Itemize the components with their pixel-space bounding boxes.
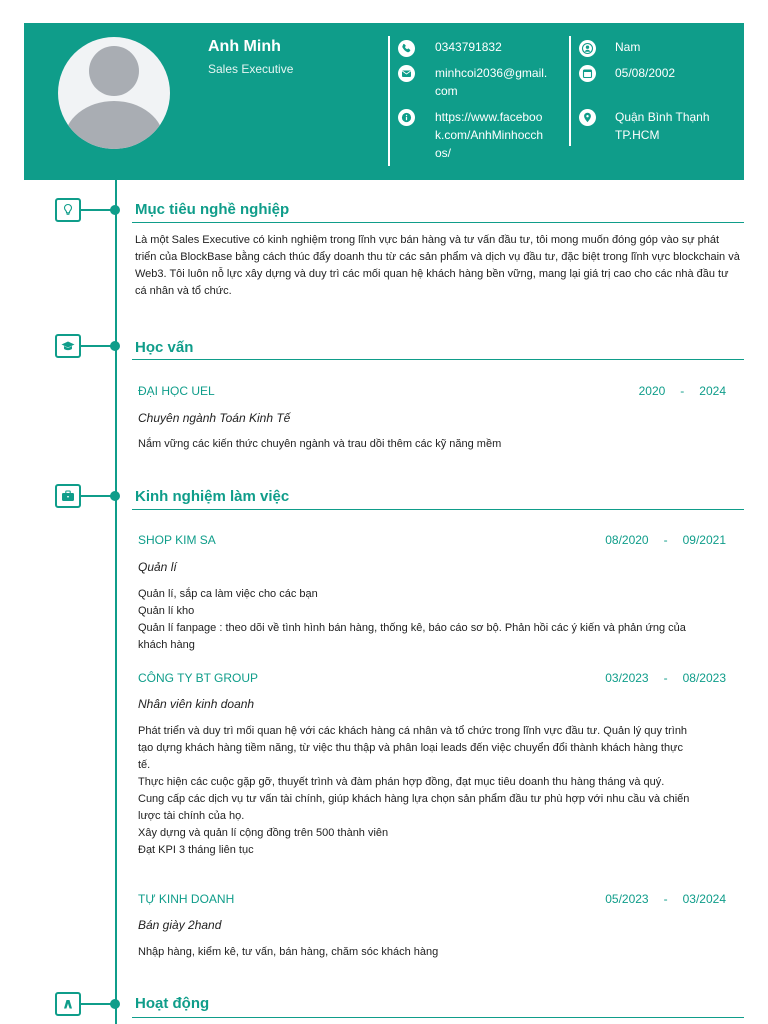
gender-value: Nam — [615, 40, 641, 54]
location-icon — [579, 109, 596, 126]
facebook-value[interactable] — [435, 108, 560, 162]
lightbulb-icon — [55, 198, 81, 222]
job-end: 09/2021 — [682, 533, 726, 547]
job-start: 03/2023 — [605, 671, 649, 685]
objective-title: Mục tiêu nghề nghiệp — [135, 201, 290, 218]
timeline-line — [115, 180, 117, 1024]
job-company: CÔNG TY BT GROUP — [138, 671, 259, 685]
address-line-1: Quận Bình Thạnh — [615, 110, 710, 124]
education-timeline-dot — [110, 341, 120, 351]
job-position: Bán giày 2hand — [138, 918, 222, 932]
job-desc-line: lược tài chính của họ. — [138, 810, 245, 822]
job-desc-line: Đạt KPI 3 tháng liên tục — [138, 844, 254, 856]
job-desc-line: Xây dựng và quản lí cộng đồng trên 500 thành viên — [138, 827, 389, 839]
job-description — [138, 586, 733, 654]
briefcase-icon — [55, 484, 81, 508]
email-line-2: com — [435, 84, 458, 98]
job-desc-line: Nhập hàng, kiểm kê, tư vấn, bán hàng, chăm sóc khách hàng — [138, 946, 439, 958]
job-description — [138, 944, 733, 961]
job-end: 03/2024 — [682, 892, 726, 906]
address-value — [615, 108, 740, 144]
job-desc-line: Cung cấp các dịch vụ tư vấn tài chính, giúp khách hàng lựa chọn sản phẩm đầu tư phù hợp với nhu cầu và chiến — [138, 793, 690, 805]
facebook-line-2[interactable]: k.com/AnhMinhocch — [435, 128, 544, 142]
education-dates — [639, 384, 726, 398]
avatar-head-shape — [89, 46, 139, 96]
job-end: 08/2023 — [682, 671, 726, 685]
email-icon — [398, 65, 415, 82]
job-date-sep: - — [663, 892, 668, 906]
job-dates — [605, 671, 726, 685]
job-desc-line: tế. — [138, 759, 151, 771]
education-rule — [132, 359, 744, 360]
education-end: 2024 — [699, 384, 726, 398]
job-date-sep: - — [663, 671, 668, 685]
experience-title: Kinh nghiệm làm việc — [135, 488, 290, 505]
objective-text: Là một Sales Executive có kinh nghiệm trong lĩnh vực bán hàng và tư vấn đầu tư, tôi mong muốn đóng góp vào sự phát triển của BlockBase bằng cách thúc đẩy doanh thu từ các sản phẩm và dịch vụ đầu tư, đặc biệt trong lĩnh vực blockchain và Web3. Tôi luôn nỗ lực xây dựng và duy trì các mối quan hệ khách hàng bền vững, mang lại giá trị cao cho các nhà đầu tư cá nhân và tổ chức. — [135, 234, 740, 297]
job-desc-line: tạo dựng khách hàng tiềm năng, từ việc thu thập và phân loại leads đến việc chuyển đổi thành khách hàng thực — [138, 742, 683, 754]
job-position: Quản lí — [138, 560, 177, 574]
address-line-2: TP.HCM — [615, 128, 660, 142]
school-name: ĐẠI HỌC UEL — [138, 384, 215, 398]
job-desc-line: Quản lí, sắp ca làm việc cho các bạn — [138, 588, 318, 600]
facebook-line-3[interactable]: os/ — [435, 146, 452, 160]
candidate-name: Anh Minh — [208, 38, 281, 55]
job-company: TỰ KINH DOANH — [138, 892, 235, 906]
user-icon — [579, 40, 596, 57]
job-start: 08/2020 — [605, 533, 649, 547]
avatar — [58, 37, 170, 149]
flag-icon — [55, 992, 81, 1016]
education-title: Học vấn — [135, 339, 194, 356]
education-start: 2020 — [638, 384, 666, 398]
header-divider-right — [569, 36, 571, 146]
activities-rule — [132, 1017, 744, 1018]
graduation-cap-icon — [55, 334, 81, 358]
job-desc-line: Phát triển và duy trì mối quan hệ với các khách hàng cá nhân và tổ chức trong lĩnh vực đầu tư. Quản lý quy trình — [138, 725, 688, 737]
objective-timeline-dot — [110, 205, 120, 215]
job-description — [138, 723, 733, 859]
education-major: Chuyên ngành Toán Kinh Tế — [138, 411, 291, 425]
job-start: 05/2023 — [605, 892, 649, 906]
job-date-sep: - — [663, 533, 668, 547]
phone-value: 0343791832 — [435, 40, 502, 54]
job-desc-line: Quản lí fanpage : theo dõi về tình hình bán hàng, thống kê, báo cáo sơ bộ. Phản hồi các ý kiến và phản ứng của — [138, 622, 686, 634]
job-dates — [605, 892, 726, 906]
activities-timeline-dot — [110, 999, 120, 1009]
education-desc: Nắm vững các kiến thức chuyên ngành và trau dồi thêm các kỹ năng mềm — [138, 438, 502, 450]
objective-rule — [132, 222, 744, 223]
candidate-role: Sales Executive — [208, 62, 294, 76]
job-position: Nhân viên kinh doanh — [138, 697, 255, 711]
job-company: SHOP KIM SA — [138, 533, 216, 547]
email-line-1: minhcoi2036@gmail. — [435, 66, 548, 80]
globe-icon — [398, 109, 415, 126]
facebook-line-1[interactable]: https://www.faceboo — [435, 110, 543, 124]
avatar-body-shape — [64, 101, 164, 149]
birthday-value: 05/08/2002 — [615, 66, 676, 80]
activities-title: Hoạt động — [135, 995, 210, 1012]
cv-header — [24, 23, 744, 180]
job-desc-line: Quản lí kho — [138, 605, 195, 617]
phone-icon — [398, 40, 415, 57]
experience-timeline-dot — [110, 491, 120, 501]
job-desc-line: Thực hiện các cuộc gặp gỡ, thuyết trình và đàm phán hợp đồng, đạt mục tiêu doanh thu hàng tháng và quý. — [138, 776, 665, 788]
email-value — [435, 64, 560, 100]
education-date-sep: - — [680, 384, 685, 398]
experience-rule — [132, 509, 744, 510]
job-dates — [605, 533, 726, 547]
job-desc-line: khách hàng — [138, 639, 195, 651]
calendar-icon — [579, 65, 596, 82]
header-divider-left — [388, 36, 390, 166]
